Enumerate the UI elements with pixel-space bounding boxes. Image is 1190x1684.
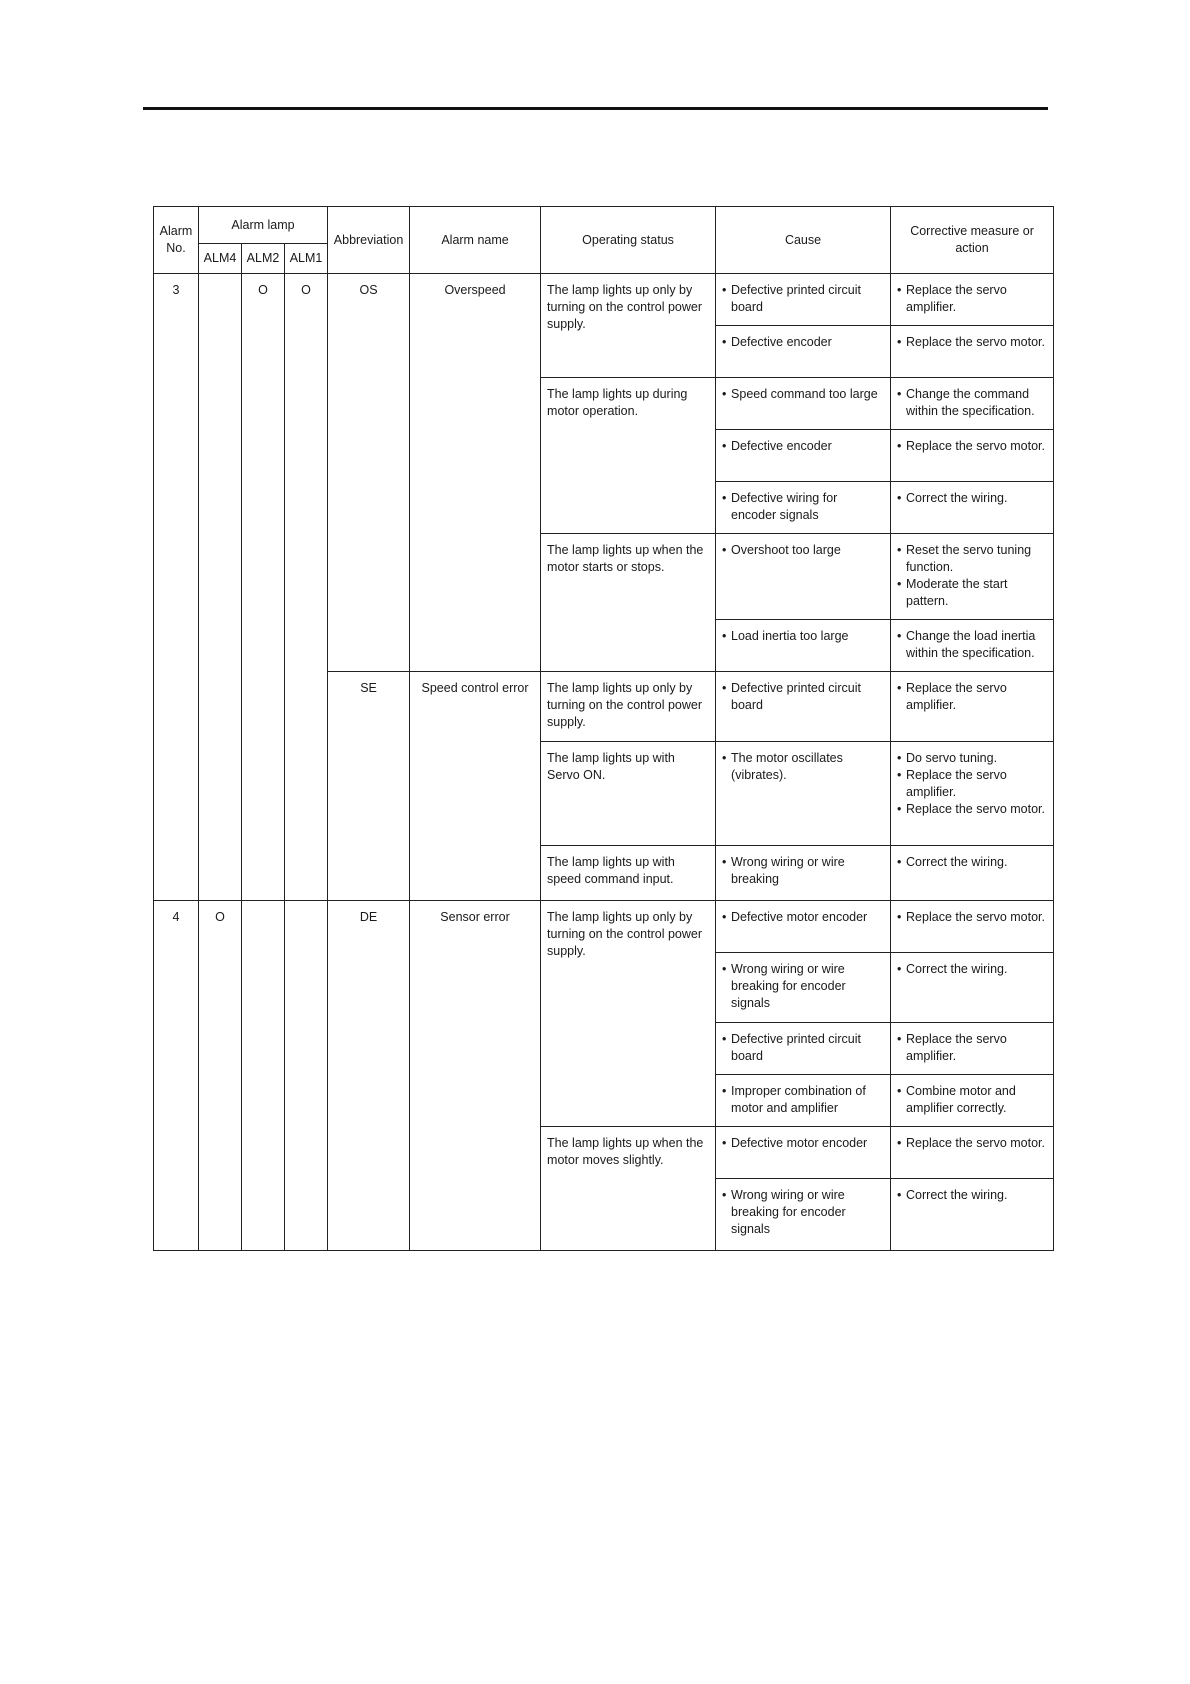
operating-status: The lamp lights up during motor operation. [541, 378, 716, 534]
action-cell: • Reset the servo tuning function. • Moderate the start pattern. [891, 534, 1054, 620]
cause-cell: • Defective encoder [716, 326, 891, 378]
cause-cell: • Defective motor encoder [716, 901, 891, 953]
action-cell: • Correct the wiring. [891, 953, 1054, 1023]
header-operating-status: Operating status [541, 207, 716, 274]
alarm-name: Speed control error [410, 672, 541, 901]
abbreviation: SE [328, 672, 410, 901]
header-corrective: Corrective measure or action [891, 207, 1054, 274]
lamp-alm1: O [285, 274, 328, 901]
action-cell: • Replace the servo motor. [891, 1127, 1054, 1179]
action-cell: • Replace the servo amplifier. [891, 672, 1054, 742]
action-cell: • Correct the wiring. [891, 482, 1054, 534]
cause-cell: • Defective printed circuit board [716, 274, 891, 326]
action-cell: • Replace the servo amplifier. [891, 274, 1054, 326]
cause-cell: • Defective printed circuit board [716, 672, 891, 742]
abbreviation: DE [328, 901, 410, 1251]
operating-status: The lamp lights up only by turning on the control power supply. [541, 672, 716, 742]
top-rule [143, 107, 1048, 110]
abbreviation: OS [328, 274, 410, 672]
header-alm4: ALM4 [199, 244, 242, 274]
header-alm2: ALM2 [242, 244, 285, 274]
header-alarm-no: Alarm No. [154, 207, 199, 274]
cause-cell: • Defective printed circuit board [716, 1023, 891, 1075]
cause-cell: • Speed command too large [716, 378, 891, 430]
alarm-name: Overspeed [410, 274, 541, 672]
action-cell: • Replace the servo motor. [891, 901, 1054, 953]
operating-status: The lamp lights up with Servo ON. [541, 742, 716, 846]
operating-status: The lamp lights up with speed command input. [541, 846, 716, 901]
cause-cell: • Load inertia too large [716, 620, 891, 672]
cause-cell: • Wrong wiring or wire breaking [716, 846, 891, 901]
header-alarm-name: Alarm name [410, 207, 541, 274]
cause-cell: • Overshoot too large [716, 534, 891, 620]
operating-status: The lamp lights up only by turning on the control power supply. [541, 274, 716, 378]
lamp-alm1 [285, 901, 328, 1251]
operating-status: The lamp lights up when the motor moves slightly. [541, 1127, 716, 1251]
header-alarm-lamp: Alarm lamp [199, 207, 328, 244]
cause-cell: • Defective motor encoder [716, 1127, 891, 1179]
alarm-number: 3 [154, 274, 199, 901]
action-cell: • Correct the wiring. [891, 1179, 1054, 1251]
table-row [154, 901, 1054, 953]
operating-status: The lamp lights up only by turning on the control power supply. [541, 901, 716, 1127]
action-cell: • Replace the servo motor. [891, 430, 1054, 482]
lamp-alm4 [199, 274, 242, 901]
action-cell: • Replace the servo amplifier. [891, 1023, 1054, 1075]
action-cell: • Correct the wiring. [891, 846, 1054, 901]
cause-cell: • The motor oscillates (vibrates). [716, 742, 891, 846]
action-cell: • Change the load inertia within the specification. [891, 620, 1054, 672]
lamp-alm4: O [199, 901, 242, 1251]
cause-cell: • Wrong wiring or wire breaking for encoder signals [716, 1179, 891, 1251]
action-cell: • Change the command within the specification. [891, 378, 1054, 430]
lamp-alm2: O [242, 274, 285, 901]
alarm-table [153, 206, 1054, 1251]
cause-cell: • Wrong wiring or wire breaking for encoder signals [716, 953, 891, 1023]
table-row [154, 274, 1054, 326]
alarm-number: 4 [154, 901, 199, 1251]
header-abbreviation: Abbreviation [328, 207, 410, 274]
header-alm1: ALM1 [285, 244, 328, 274]
alarm-name: Sensor error [410, 901, 541, 1251]
action-cell: • Replace the servo motor. [891, 326, 1054, 378]
action-cell: • Combine motor and amplifier correctly. [891, 1075, 1054, 1127]
cause-cell: • Improper combination of motor and amplifier [716, 1075, 891, 1127]
cause-cell: • Defective encoder [716, 430, 891, 482]
cause-cell: • Defective wiring for encoder signals [716, 482, 891, 534]
action-cell: • Do servo tuning. • Replace the servo amplifier. • Replace the servo motor. [891, 742, 1054, 846]
operating-status: The lamp lights up when the motor starts or stops. [541, 534, 716, 672]
header-cause: Cause [716, 207, 891, 274]
lamp-alm2 [242, 901, 285, 1251]
